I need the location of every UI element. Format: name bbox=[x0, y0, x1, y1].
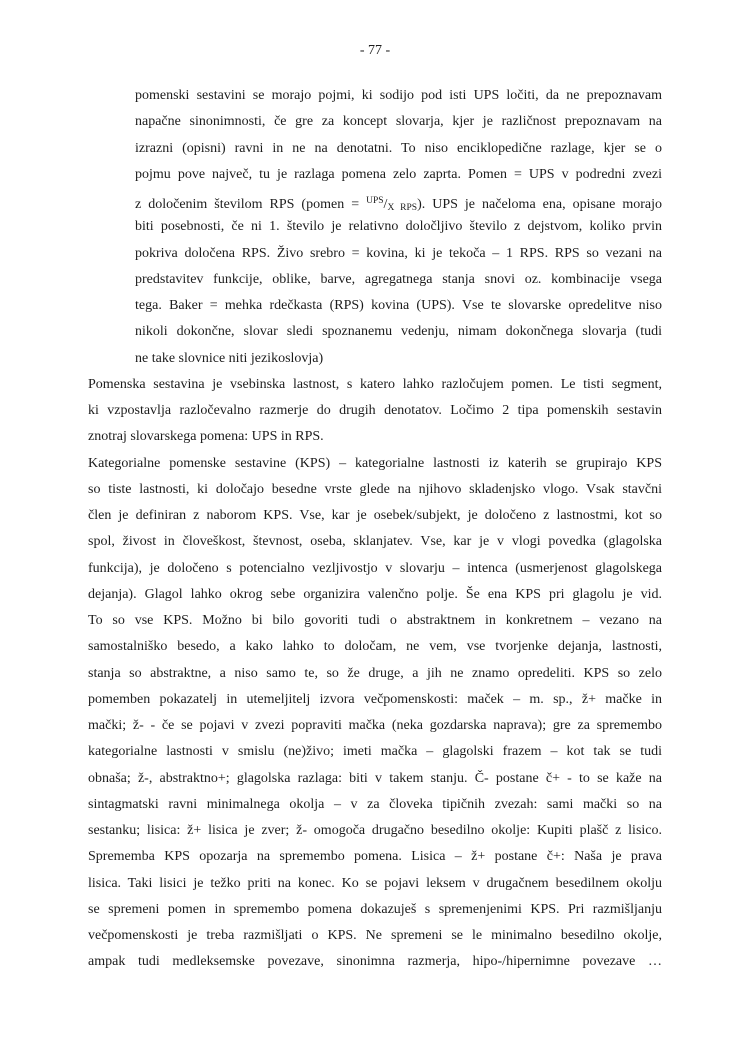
text-line: stanja so abstraktne, a niso samo te, so že druge, a jih ne znamo opredeliti. KPS so zelo bbox=[88, 665, 662, 681]
text-line: funkcija), je določeno s potencialno vezljivostjo v slovarju – intenca (usmerjenost glagolskega bbox=[88, 560, 662, 576]
formula-numerator: UPS bbox=[366, 196, 384, 206]
text-line: dejanja). Glagol lahko okrog sebe organizira valenčno polje. Še ena KPS pri glagolu je vid. bbox=[88, 586, 662, 602]
text-line: spol, živost in človeškost, števnost, oseba, sklanjatev. Vse, kar je v vlogi povedka (glagolska bbox=[88, 534, 662, 550]
text-line: sintagmatski ravni minimalnega okolja – v za človeka tipičnih zvezah: sami mački so na bbox=[88, 796, 662, 812]
text-line: nikoli dokončne, slovar sledi spoznanemu vedenju, nimam dokončnega slovarja (tudi bbox=[135, 324, 662, 340]
text-line: Sprememba KPS opozarja na spremembo pomena. Lisica – ž+ postane č+: Naša je prava bbox=[88, 849, 662, 865]
text-line: večpomenskosti je treba razmišljati o KPS. Ne spremeni se le minimalno besedilno okolje, bbox=[88, 928, 662, 943]
text-line: samostalniško besedo, a kako lahko to določam, ne vem, vse tvorjenke dejanja, lastnosti, bbox=[88, 639, 662, 655]
text-line: ampak tudi medleksemske povezave, sinonimna razmerja, hipo-/hipernimne povezave … bbox=[88, 954, 662, 970]
text-line: se spremeni pomen in spremembo pomena dokazuješ s spremenjenimi KPS. Pri razmišljanju bbox=[88, 901, 662, 917]
text-line: pomemben pokazatelj in utemeljitelj izvora večpomenskosti: maček – m. sp., ž+ mačke in bbox=[88, 691, 662, 707]
text-line: pomenski sestavini se morajo pojmi, ki sodijo pod isti UPS ločiti, da ne prepoznavam bbox=[135, 88, 662, 103]
text-line: predstavitev funkcije, oblike, barve, agregatnega stanja snovi oz. kombinacije vsega bbox=[135, 271, 662, 287]
paragraph bbox=[88, 372, 662, 451]
text-line: biti posebnosti, če ni 1. število je relativno določljivo število z dejstvom, koliko prvin bbox=[135, 219, 662, 235]
formula-denominator: X RPS bbox=[387, 203, 418, 213]
text-line: To so vse KPS. Možno bi bilo govoriti tudi o abstraktnem in konkretnem – vezano na bbox=[88, 613, 662, 628]
text-line: pojmu pove največ, tu je razlaga pomena zelo zaprta. Pomen = UPS v podredni zvezi bbox=[135, 166, 662, 182]
text-line: Kategorialne pomenske sestavine (KPS) – kategorialne lastnosti iz katerih se grupirajo KPS bbox=[88, 455, 662, 471]
indented-block bbox=[88, 83, 662, 372]
text-line: izrazni (opisni) ravni in ne na denotatni. To niso enciklopedične razlage, kjer se o bbox=[135, 140, 662, 156]
text-line: Pomenska sestavina je vsebinska lastnost, s katero lahko razločujem pomen. Le tisti segment, bbox=[88, 376, 662, 392]
text-line-formula bbox=[135, 188, 662, 214]
text-line: znotraj slovarskega pomena: UPS in RPS. bbox=[88, 429, 324, 445]
page-number: - 77 - bbox=[359, 43, 391, 58]
text-line: člen je definiran z naborom KPS. Vse, kar je osebek/subjekt, je določeno z lastnostmi, kot so bbox=[88, 508, 662, 523]
text-line: mački; ž- - če se pojavi v zvezi popraviti mačka (neka gozdarska naprava); gre za spremembo bbox=[88, 718, 662, 733]
formula-slash: / bbox=[383, 197, 388, 212]
text-line: so tiste lastnosti, ki določajo besedne vrste glede na njihovo skladenjsko vlogo. Vsak stavčni bbox=[88, 481, 662, 497]
text-line: ne take slovnice niti jezikoslovja) bbox=[135, 350, 324, 366]
formula-pre-text: z določenim številom RPS (pomen = bbox=[135, 197, 367, 212]
paragraph bbox=[88, 451, 662, 976]
text-line: tega. Baker = mehka rdečkasta (RPS) kovina (UPS). Vse te slovarske opredelitve niso bbox=[135, 298, 662, 313]
text-line: kategorialne lastnosti v smislu (ne)živo; imeti mačka – glagolski frazem – kot tak se tudi bbox=[88, 744, 662, 760]
text-line: pokriva določena RPS. Živo srebro = kovina, ki je tekoča – 1 RPS. RPS so vezani na bbox=[135, 245, 662, 261]
text-line: lisica. Taki lisici je težko priti na konec. Ko se pojavi leksem v drugačnem besedilnem okolju bbox=[88, 875, 662, 891]
text-line: napačne sinonimnosti, če gre za koncept slovarja, kjer je različnost prepoznavam na bbox=[135, 114, 662, 130]
document-content bbox=[88, 83, 662, 976]
formula-post-text: ). UPS je načeloma ena, opisane morajo bbox=[417, 197, 663, 212]
text-line: sestanku; lisica: ž+ lisica je zver; ž- omogoča drugačno besedilno okolje: Kupiti plašč z lisico. bbox=[88, 823, 662, 838]
text-line: obnaša; ž-, abstraktno+; glagolska razlaga: biti v takem stanju. Č- postane č+ - to se kaže na bbox=[88, 770, 662, 786]
text-line: ki vzpostavlja razločevalno razmerje do drugih denotatov. Ločimo 2 tipa pomenskih sestavin bbox=[88, 403, 662, 418]
